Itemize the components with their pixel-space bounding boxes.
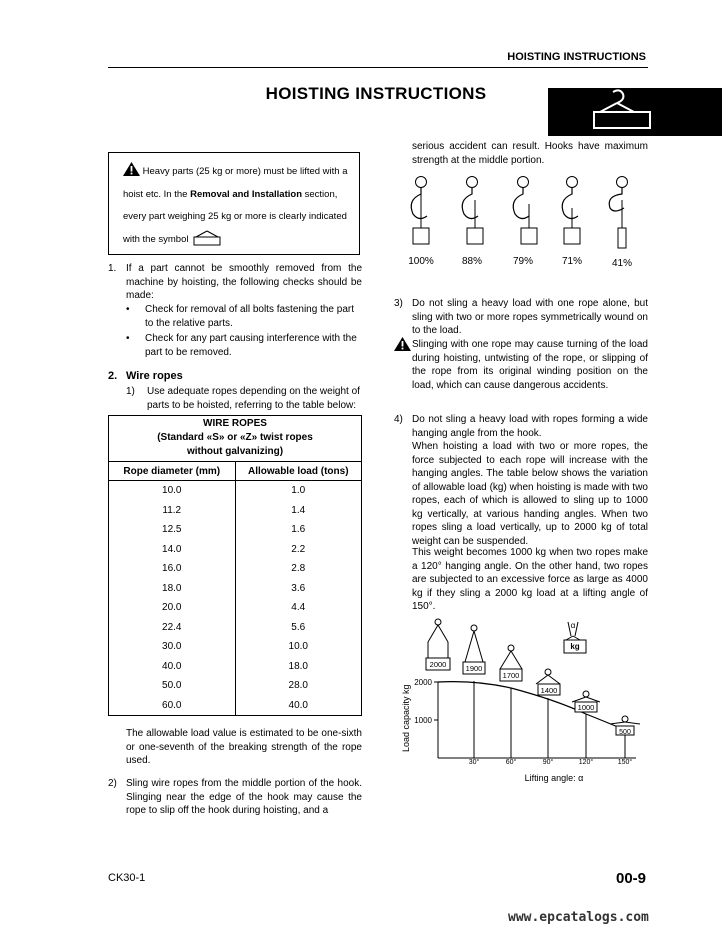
running-header: HOISTING INSTRUCTIONS	[507, 51, 646, 63]
sub-3-warning: Slinging with one rope may cause turning of the load during hoisting, untwisting of the rope, or slipping of the rope from its original winding position on the load, which can cause dangerous accidents.	[412, 339, 648, 391]
table-row	[109, 540, 362, 560]
svg-text:1900: 1900	[465, 664, 483, 673]
ytick-1000: 1000	[414, 716, 432, 725]
sub-3-number: 3)	[394, 298, 403, 309]
rope-diameter-cell: 60.0	[109, 696, 236, 716]
rope-diameter-cell: 18.0	[109, 579, 236, 599]
hook-label-3: 79%	[512, 256, 534, 267]
hoist-symbol-icon	[548, 88, 722, 136]
hoist-weight-symbol-icon	[191, 230, 223, 246]
xtick-90: 90°	[542, 759, 554, 766]
table-row	[109, 559, 362, 579]
table-row	[109, 696, 362, 716]
load-1900	[463, 625, 485, 674]
model-code: CK30-1	[108, 872, 146, 884]
table-row	[109, 579, 362, 599]
chart-legend	[564, 621, 586, 653]
item-2-sub-1-number: 1)	[126, 386, 135, 397]
xtick-150: 150°	[617, 759, 633, 766]
item-2-heading: Wire ropes	[126, 370, 183, 382]
allowable-load-cell: 10.0	[235, 637, 362, 657]
hook-2	[462, 177, 483, 245]
sub-4-para-1: Do not sling a heavy load with ropes forming a wide hanging angle from the hook.	[412, 414, 648, 439]
hook-label-2: 88%	[461, 256, 483, 267]
item-1-number: 1.	[108, 263, 117, 274]
load-capacity-chart	[396, 614, 652, 786]
table-row	[109, 676, 362, 696]
allowable-load-cell: 4.4	[235, 598, 362, 618]
svg-text:1700: 1700	[502, 671, 520, 680]
col-allowable-load: Allowable load (tons)	[235, 462, 362, 481]
header-rule	[108, 67, 648, 68]
warning-line-3: every part weighing 25 kg or more is clearly indicated	[123, 211, 347, 222]
item-1-bullet-1: Check for removal of all bolts fastening the part to the relative parts.	[145, 304, 354, 329]
sub-4-para-3: This weight becomes 1000 kg when two ropes make a 120° hanging angle. On the other hand, two ropes are subjected to an excessive force as large as 4000 kg if they sling a 2000 kg load at a lifting angle of 150°.	[412, 547, 648, 612]
table-row	[109, 618, 362, 638]
bullet-icon: •	[126, 333, 130, 344]
rope-diameter-cell: 12.5	[109, 520, 236, 540]
rope-diameter-cell: 40.0	[109, 657, 236, 677]
chart-ylabel: Load capacity kg	[401, 684, 411, 752]
allowable-load-cell: 40.0	[235, 696, 362, 716]
xtick-30: 30°	[468, 759, 480, 766]
allowable-load-note: The allowable load value is estimated to be one-sixth or one-seventh of the breaking strength of the rope used.	[126, 728, 362, 766]
table-row	[109, 481, 362, 501]
rope-diameter-cell: 20.0	[109, 598, 236, 618]
rope-diameter-cell: 30.0	[109, 637, 236, 657]
table-title: WIRE ROPES (Standard «S» or «Z» twist ropes without galvanizing)	[109, 416, 362, 462]
sub-3-text: Do not sling a heavy load with one rope alone, but sling with two or more ropes symmetrically wound on to the load.	[412, 298, 648, 336]
svg-text:2000: 2000	[429, 660, 447, 669]
xtick-60: 60°	[505, 759, 517, 766]
hook-label-4: 71%	[561, 256, 583, 267]
load-1000	[572, 691, 600, 712]
warning-box	[108, 152, 360, 255]
wire-ropes-table	[108, 415, 362, 716]
section-tab	[548, 88, 722, 136]
allowable-load-cell: 3.6	[235, 579, 362, 599]
svg-text:1000: 1000	[577, 703, 595, 712]
rope-diameter-cell: 22.4	[109, 618, 236, 638]
load-1400	[536, 669, 560, 695]
allowable-load-cell: 5.6	[235, 618, 362, 638]
allowable-load-cell: 1.0	[235, 481, 362, 501]
table-row	[109, 637, 362, 657]
sub-4-number: 4)	[394, 414, 403, 425]
warning-line-2: hoist etc. In the Removal and Installation section,	[123, 188, 338, 200]
removal-installation-ref: Removal and Installation	[190, 188, 302, 200]
allowable-load-cell: 1.4	[235, 501, 362, 521]
hook-5	[609, 177, 627, 249]
rope-diameter-cell: 10.0	[109, 481, 236, 501]
load-1700	[500, 645, 522, 681]
hook-3	[513, 177, 537, 245]
warning-triangle-icon	[123, 162, 140, 176]
load-2000	[426, 619, 450, 670]
item-1-text: If a part cannot be smoothly removed from the machine by hoisting, the following checks should be made:	[126, 263, 362, 301]
table-row	[109, 501, 362, 521]
rope-diameter-cell: 16.0	[109, 559, 236, 579]
allowable-load-cell: 28.0	[235, 676, 362, 696]
hook-label-1: 100%	[408, 256, 434, 267]
rope-diameter-cell: 14.0	[109, 540, 236, 560]
xtick-120: 120°	[578, 759, 594, 766]
ytick-2000: 2000	[414, 678, 432, 687]
item-2-sub-2-text: Sling wire ropes from the middle portion of the hook. Slinging near the edge of the hook may cause the rope to slip off the hook during hoisting, and a	[126, 778, 362, 816]
hook-1	[411, 177, 429, 245]
table-row	[109, 598, 362, 618]
svg-text:500: 500	[619, 729, 631, 736]
item-2-number: 2.	[108, 370, 118, 382]
rope-diameter-cell: 50.0	[109, 676, 236, 696]
sub-2-continuation: serious accident can result. Hooks have maximum strength at the middle portion.	[412, 141, 648, 166]
warning-triangle-icon	[394, 337, 411, 351]
watermark: www.epcatalogs.com	[508, 910, 649, 925]
warning-line-1: Heavy parts (25 kg or more) must be lifted with a	[123, 161, 349, 184]
hook-label-5: 41%	[611, 258, 633, 269]
allowable-load-cell: 2.2	[235, 540, 362, 560]
hook-strength-diagram	[404, 170, 654, 272]
bullet-icon: •	[126, 304, 130, 315]
warning-line-4: with the symbol	[123, 229, 349, 252]
page-number: 00-9	[616, 870, 647, 887]
item-1-bullet-2: Check for any part causing interference with the part to be removed.	[145, 333, 357, 358]
allowable-load-cell: 18.0	[235, 657, 362, 677]
item-2-sub-2-number: 2)	[108, 778, 117, 789]
svg-text:α: α	[570, 621, 576, 630]
allowable-load-cell: 1.6	[235, 520, 362, 540]
table-row	[109, 657, 362, 677]
table-row	[109, 520, 362, 540]
hook-4	[562, 177, 580, 245]
svg-text:kg: kg	[570, 642, 580, 651]
rope-diameter-cell: 11.2	[109, 501, 236, 521]
svg-text:1400: 1400	[540, 686, 558, 695]
page-title: HOISTING INSTRUCTIONS	[265, 84, 487, 103]
sub-4-para-2: When hoisting a load with two or more ropes, the force subjected to each rope will increase with the hanging angles. The table below shows the variation of allowable load (kg) when hoisting is made with two ropes, each of which is allowed to sling up to 1000 kg vertically, at various handing angles. When two ropes sling a load vertically, up to 2000 kg of total weight can be suspended.	[412, 441, 648, 547]
allowable-load-cell: 2.8	[235, 559, 362, 579]
col-rope-diameter: Rope diameter (mm)	[109, 462, 236, 481]
item-2-sub-1-text: Use adequate ropes depending on the weight of parts to be hoisted, referring to the table below:	[147, 386, 360, 411]
chart-xlabel: Lifting angle: α	[524, 773, 584, 783]
